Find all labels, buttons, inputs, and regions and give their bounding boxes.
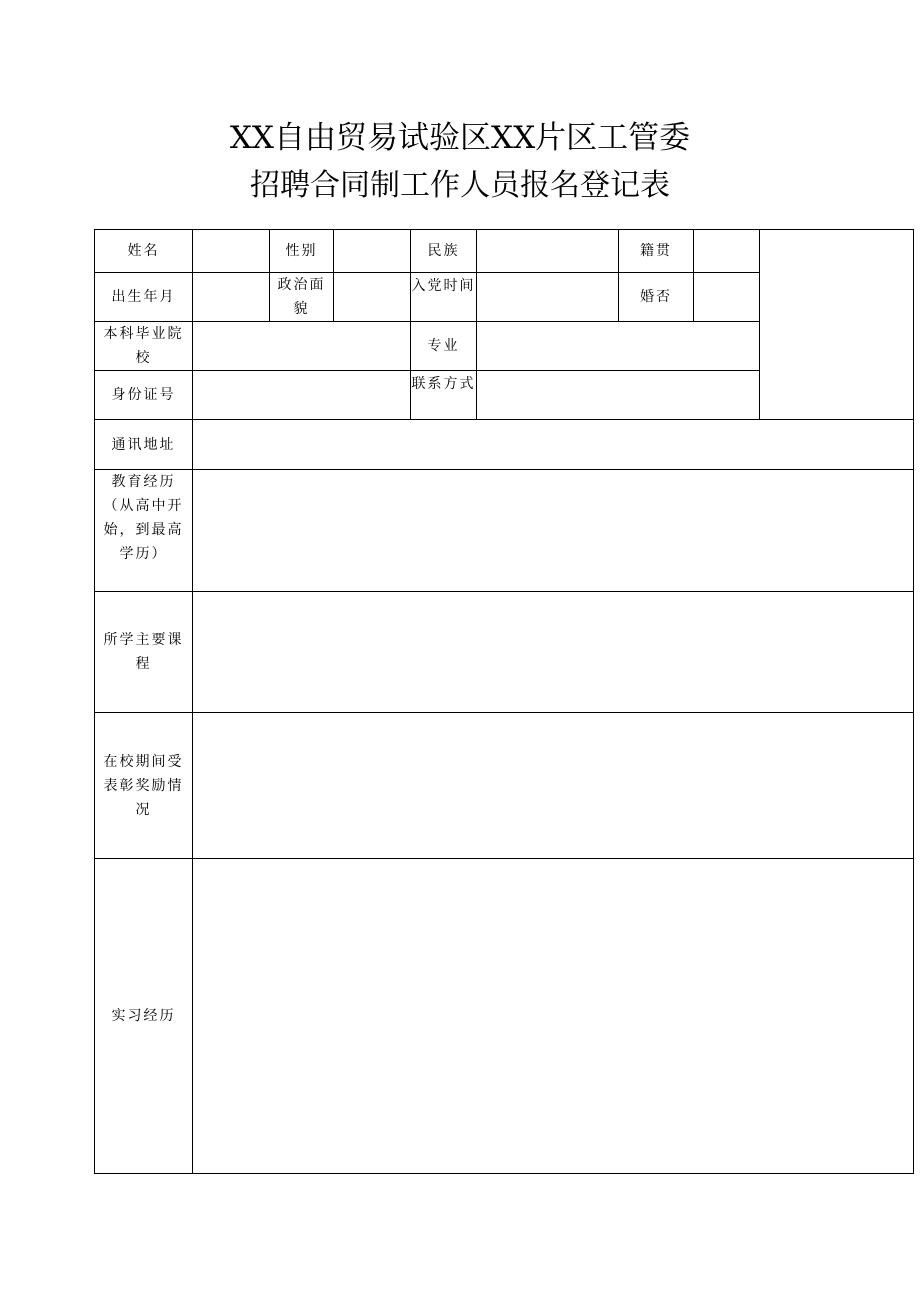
political-field[interactable] — [334, 273, 411, 322]
marital-label: 婚否 — [619, 273, 694, 322]
address-label: 通讯地址 — [95, 420, 193, 470]
native-place-label: 籍贯 — [619, 230, 694, 273]
name-label: 姓名 — [95, 230, 193, 273]
gender-label: 性别 — [270, 230, 334, 273]
college-field[interactable] — [193, 322, 411, 371]
ethnicity-field[interactable] — [477, 230, 619, 273]
registration-form-table — [94, 229, 914, 1174]
courses-field[interactable] — [193, 592, 914, 713]
photo-area[interactable] — [760, 230, 914, 420]
awards-label: 在校期间受表彰奖励情况 — [95, 713, 193, 859]
birth-field[interactable] — [193, 273, 270, 322]
ethnicity-label: 民族 — [411, 230, 477, 273]
form-title-line1: XX自由贸易试验区XX片区工管委 — [229, 120, 691, 156]
contact-label: 联系方式 — [411, 371, 477, 420]
name-field[interactable] — [193, 230, 270, 273]
party-date-field[interactable] — [477, 273, 619, 322]
political-label: 政治面貌 — [270, 273, 334, 322]
id-label: 身份证号 — [95, 371, 193, 420]
awards-field[interactable] — [193, 713, 914, 859]
major-field[interactable] — [477, 322, 760, 371]
id-field[interactable] — [193, 371, 411, 420]
native-place-field[interactable] — [694, 230, 760, 273]
form-title-line2: 招聘合同制工作人员报名登记表 — [250, 168, 670, 203]
party-date-label: 入党时间 — [411, 273, 477, 322]
marital-field[interactable] — [694, 273, 760, 322]
address-field[interactable] — [193, 420, 914, 470]
gender-field[interactable] — [334, 230, 411, 273]
education-field[interactable] — [193, 470, 914, 592]
major-label: 专业 — [411, 322, 477, 371]
birth-label: 出生年月 — [95, 273, 193, 322]
internship-label: 实习经历 — [95, 859, 193, 1174]
education-label: 教育经历（从高中开始，到最高学历） — [95, 470, 193, 592]
internship-field[interactable] — [193, 859, 914, 1174]
contact-field[interactable] — [477, 371, 760, 420]
courses-label: 所学主要课程 — [95, 592, 193, 713]
college-label: 本科毕业院校 — [95, 322, 193, 371]
